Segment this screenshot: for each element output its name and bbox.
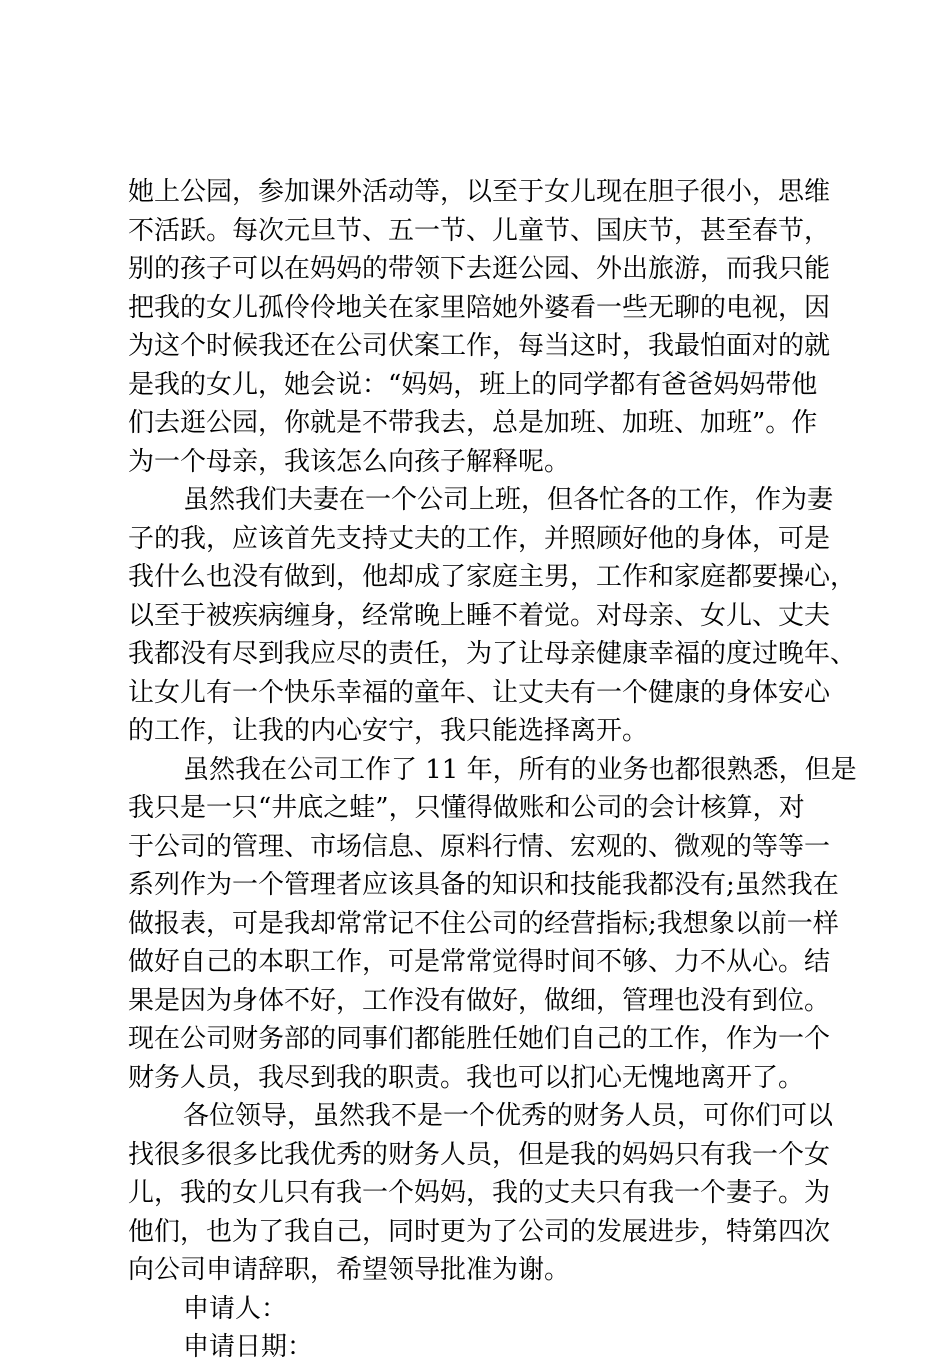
paragraph-start-line: 虽然我在公司工作了 11 年，所有的业务也都很熟悉，但是	[183, 754, 857, 785]
text-line: 为这个时候我还在公司伏案工作，每当这时，我最怕面对的就	[128, 331, 831, 361]
text-line: 子的我，应该首先支持丈夫的工作，并照顾好他的身体，可是	[128, 523, 831, 554]
applicant-label: 申请人：	[183, 1293, 288, 1324]
text-line: 为一个母亲，我该怎么向孩子解释呢。	[128, 446, 571, 477]
paragraph-start-line: 虽然我们夫妻在一个公司上班，但各忙各的工作，作为妻	[183, 485, 834, 515]
text-line: 让女儿有一个快乐幸福的童年、让丈夫有一个健康的身体安心	[128, 677, 831, 708]
text-line: 们去逛公园，你就是不带我去，总是加班、加班、加班”。作	[128, 408, 818, 438]
text-line: 现在公司财务部的同事们都能胜任她们自己的工作，作为一个	[128, 1024, 831, 1054]
text-line: 是我的女儿，她会说：“妈妈，班上的同学都有爸爸妈妈带他	[128, 369, 818, 400]
text-line: 我只是一只“井底之蛙”，只懂得做账和公司的会计核算，对	[128, 793, 805, 823]
text-line: 找很多很多比我优秀的财务人员，但是我的妈妈只有我一个女	[128, 1139, 831, 1170]
text-line: 别的孩子可以在妈妈的带领下去逛公园、外出旅游，而我只能	[128, 254, 831, 284]
text-line: 向公司申请辞职，希望领导批准为谢。	[128, 1255, 571, 1285]
application-date-label: 申请日期：	[183, 1332, 314, 1362]
text-line: 的工作，让我的内心安宁，我只能选择离开。	[128, 716, 649, 746]
text-line: 我都没有尽到我应尽的责任，为了让母亲健康幸福的度过晚年、	[128, 639, 857, 669]
text-line: 他们，也为了我自己，同时更为了公司的发展进步，特第四次	[128, 1216, 831, 1247]
text-line: 儿，我的女儿只有我一个妈妈，我的丈夫只有我一个妻子。为	[128, 1178, 831, 1208]
text-line: 以至于被疾病缠身，经常晚上睡不着觉。对母亲、女儿、丈夫	[128, 600, 831, 631]
text-line: 财务人员，我尽到我的职责。我也可以扪心无愧地离开了。	[128, 1062, 805, 1093]
text-line: 不活跃。每次元旦节、五一节、儿童节、国庆节，甚至春节，	[128, 215, 831, 246]
text-line: 她上公园，参加课外活动等，以至于女儿现在胆子很小，思维	[128, 177, 831, 207]
text-line: 我什么也没有做到，他却成了家庭主男，工作和家庭都要操心，	[128, 562, 857, 592]
paragraph-start-line: 各位领导，虽然我不是一个优秀的财务人员，可你们可以	[183, 1101, 834, 1131]
text-line: 果是因为身体不好，工作没有做好，做细，管理也没有到位。	[128, 985, 831, 1016]
text-line: 把我的女儿孤伶伶地关在家里陪她外婆看一些无聊的电视，因	[128, 292, 831, 323]
text-line: 系列作为一个管理者应该具备的知识和技能我都没有;虽然我在	[128, 870, 839, 900]
text-line: 做好自己的本职工作，可是常常觉得时间不够、力不从心。结	[128, 947, 831, 977]
document-body	[128, 173, 857, 1367]
text-line: 做报表，可是我却常常记不住公司的经营指标;我想象以前一样	[128, 908, 839, 939]
text-line: 于公司的管理、市场信息、原料行情、宏观的、微观的等等一	[128, 831, 831, 862]
